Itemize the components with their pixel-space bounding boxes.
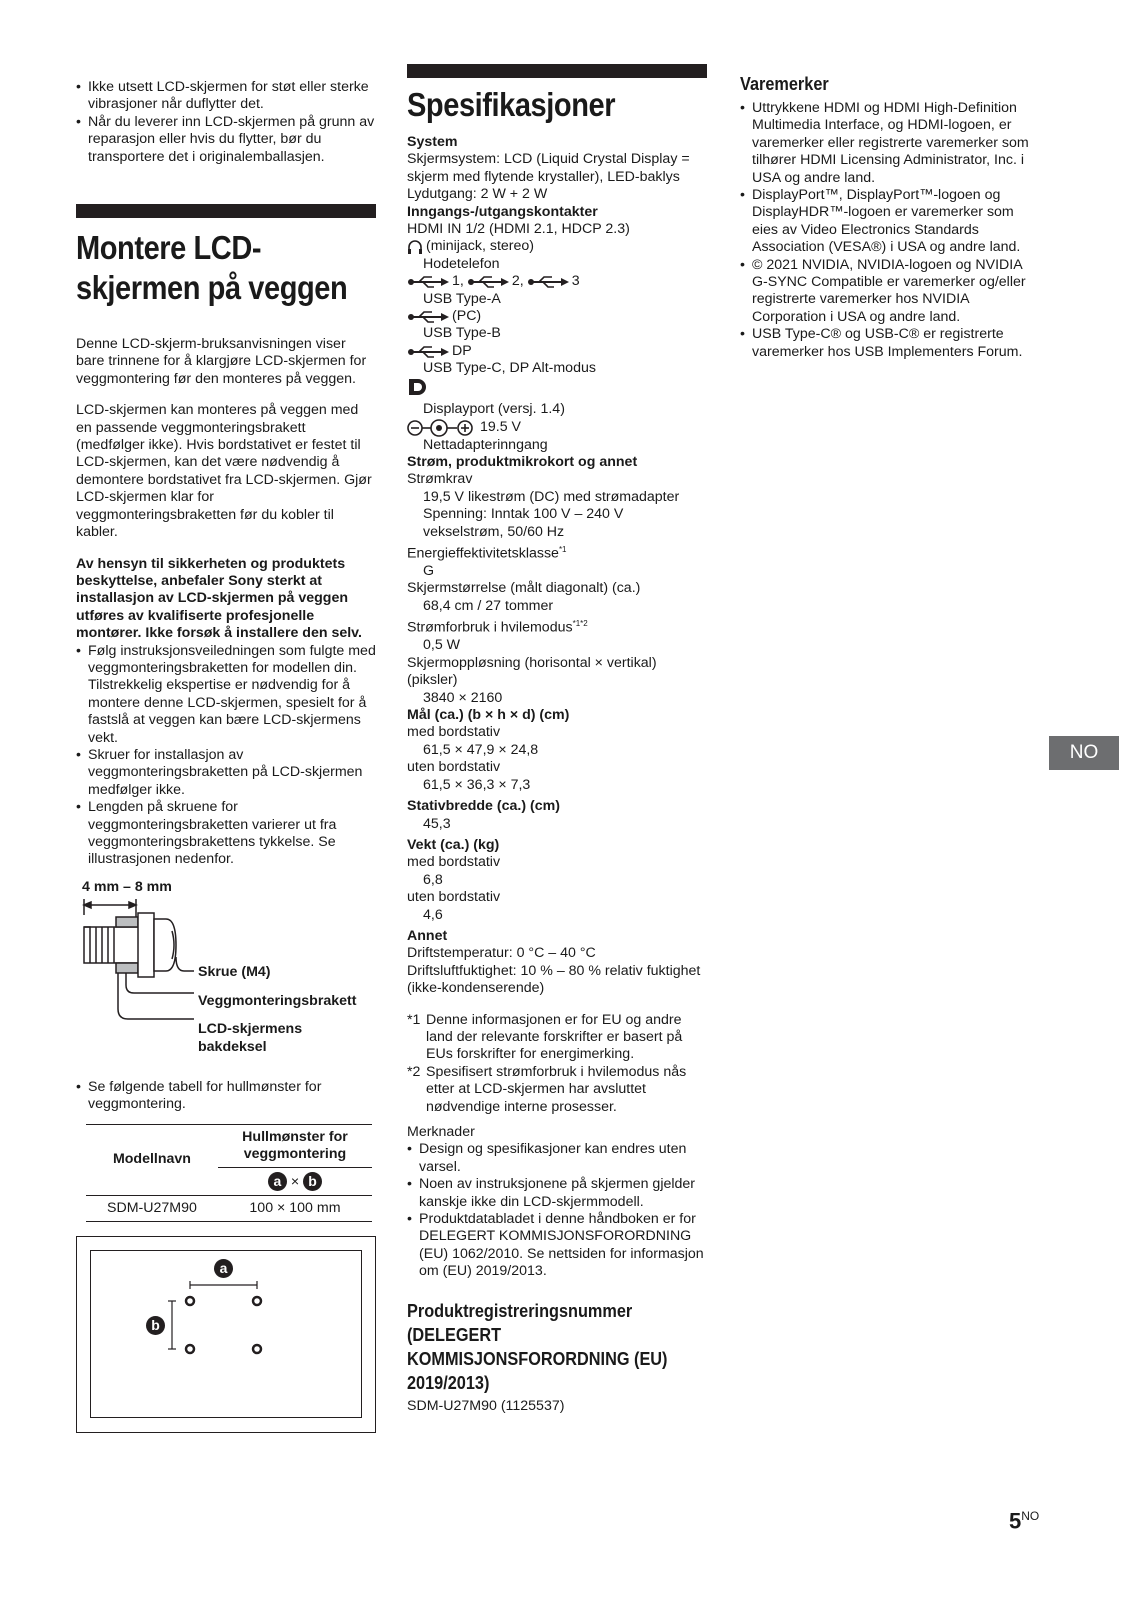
spec-line	[407, 343, 707, 360]
pattern-line1: Hullmønster for	[242, 1128, 348, 1145]
spec-value: 61,5 × 36,3 × 7,3	[423, 776, 531, 793]
list-item: • USB Type-C® og USB-C® er registrerte varemerker hos USB Implementers Forum.	[740, 326, 1040, 361]
footnote-text: Spesifisert strømforbruk i hvilemodus nås etter at LCD-skjermen har avsluttet nødvendige interne prosesser.	[426, 1063, 687, 1115]
list-item: • Lengden på skruene for veggmonteringsbraketten varierer ut fra veggmonteringsbrakettens tykkelse. Se illustrasjonen nedenfor.	[76, 799, 376, 869]
spec-value: 6,8	[423, 871, 443, 888]
list-item: • Ikke utsett LCD-skjermen for støt eller sterke vibrasjoner når duflytter det.	[76, 79, 376, 114]
page-number	[1009, 1508, 1040, 1534]
standby-label: Strømforbruk i hvilemodus	[407, 620, 573, 637]
page-number-value: 5	[1009, 1508, 1022, 1534]
list-item: • Når du leverer inn LCD-skjermen på grunn av reparasjon eller hvis du flytter, bør du transportere det i originalemballasjen.	[76, 114, 376, 166]
paragraph: Denne LCD-skjerm-bruksanvisningen viser bare trinnene for å klargjøre LCD-skjermen for veggmontering før den monteres på veggen.	[76, 336, 367, 387]
spec-line	[407, 308, 707, 325]
footnote	[407, 1064, 707, 1116]
pattern-line2: veggmontering	[243, 1145, 347, 1162]
registration-heading: (DELEGERT	[407, 1323, 502, 1345]
list-item: • Følg instruksjonsveiledningen som fulgte med veggmonteringsbraketten for modellen din. Tilstrekkelig ekspertise er nødvendig for å montere denne LCD-skjermen, spesielt for å fastslå at veggen kan bære LCD-skjermens vekt.	[76, 643, 376, 747]
list-item: • Skruer for installasjon av veggmonteringsbraketten på LCD-skjermen medfølger ikke.	[76, 747, 376, 799]
label-cover-2: bakdeksel	[198, 1038, 267, 1055]
warning-text: Av hensyn til sikkerheten og produktets beskyttelse, anbefaler Sony sterkt at installasjon av LCD-skjermen på veggen utføres av kvalifiserte profesjonelle montører. Ikke forsøk å installere den selv.	[76, 555, 362, 642]
spec-value: G	[423, 563, 435, 580]
spec-value: vekselstrøm, 50/60 Hz	[423, 523, 565, 540]
times-sign: ×	[290, 1173, 300, 1190]
spec-value: 45,3	[423, 815, 451, 832]
spec-heading: Strøm, produktmikrokort og annet	[407, 453, 638, 470]
footnote-ref: *1	[558, 544, 567, 554]
spec-text: uten bordstativ	[407, 889, 501, 906]
footnote	[407, 1012, 707, 1064]
spec-text: Displayport (versj. 1.4)	[423, 401, 565, 418]
section-heading: Spesifikasjoner	[407, 86, 616, 123]
spec-text: Strømkrav	[407, 471, 473, 488]
usb-icon	[407, 275, 449, 289]
spec-text: Driftsluftfuktighet: 10 % – 80 % relativ fuktighet (ikke-kondenserende)	[407, 962, 701, 997]
list-item: • Uttrykkene HDMI og HDMI High-Definition Multimedia Interface, og HDMI-logoen, er varemerker eller registrerte varemerker som tilhører HDMI Licensing Administrator, Inc. i USA og andre land.	[740, 100, 1040, 187]
bullets-mid	[76, 643, 376, 869]
a-badge: a	[214, 1259, 233, 1278]
footnote-marker: *1	[407, 1011, 421, 1028]
spec-text: (minijack, stereo)	[426, 238, 535, 255]
spec-heading: Mål (ca.) (b × h × d) (cm)	[407, 707, 570, 724]
bullets-table	[76, 1079, 376, 1114]
spec-heading: Vekt (ca.) (kg)	[407, 836, 500, 853]
spec-value: 68,4 cm / 27 tommer	[423, 597, 554, 614]
table-cell-model: SDM-U27M90	[107, 1200, 197, 1217]
spec-text: Hodetelefon	[423, 255, 500, 272]
list-item: • © 2021 NVIDIA, NVIDIA-logoen og NVIDIA G-SYNC Compatible er varemerker og/eller registrerte varemerker hos NVIDIA Corporation i USA og andre land.	[740, 257, 1040, 327]
spec-text: Driftstemperatur: 0 °C – 40 °C	[407, 945, 596, 962]
section-heading-line2: skjermen på veggen	[76, 269, 348, 307]
trademarks-heading: Varemerker	[740, 73, 829, 94]
displayport-icon	[407, 378, 429, 396]
spec-text: 3	[571, 273, 580, 290]
label-bracket: Veggmonteringsbrakett	[198, 992, 357, 1009]
notes-heading: Merknader	[407, 1124, 475, 1140]
spec-value: 19,5 V likestrøm (DC) med strømadapter	[423, 488, 680, 505]
trademarks-list	[740, 100, 1040, 361]
spec-text: Skjermoppløsning (horisontal × vertikal) (piksler)	[407, 654, 657, 689]
hole-diagram	[76, 1236, 376, 1433]
spec-text: 1,	[452, 273, 464, 290]
spec-text: USB Type-A	[423, 290, 501, 307]
headphone-icon	[407, 239, 423, 255]
paragraph: LCD-skjermen kan monteres på veggen med en passende veggmonteringsbrakett (medfølger ikke). Hvis bordstativet er festet til LCD-skjermen, kan det være nødvendig å demontere bordstativet fra LCD-skjermen. Gjør LCD-skjermen klar for veggmonteringsbraketten før du kobler til kabler.	[76, 402, 372, 541]
spec-text: USB Type-B	[423, 325, 501, 342]
spec-text: 2,	[511, 273, 524, 290]
dc-polarity-icon	[407, 419, 477, 437]
spec-text	[407, 541, 707, 563]
bullets-top	[76, 79, 376, 166]
spec-value: 61,5 × 47,9 × 24,8	[423, 741, 539, 758]
list-item: • Noen av instruksjonene på skjermen gjelder kanskje ikke din LCD-skjermmodell.	[407, 1176, 707, 1211]
middle-column	[407, 0, 707, 1415]
usb-icon	[407, 345, 449, 359]
spec-value: 0,5 W	[423, 637, 461, 654]
ab-cell	[218, 1167, 372, 1195]
spec-line	[407, 378, 707, 401]
spec-heading: Annet	[407, 927, 448, 944]
spec-heading: Inngangs-/utgangskontakter	[407, 203, 598, 220]
b-badge: b	[303, 1172, 322, 1191]
energy-label: Energieffektivitetsklasse	[407, 545, 559, 562]
registration-heading: KOMMISJONSFORORDNING (EU)	[407, 1347, 668, 1369]
table-header-pattern	[218, 1124, 372, 1167]
dimension-label: 4 mm – 8 mm	[82, 878, 172, 895]
b-badge: b	[146, 1316, 165, 1335]
spec-value: 4,6	[423, 906, 443, 923]
spec-value: 3840 × 2160	[423, 689, 503, 706]
screw-diagram	[76, 875, 376, 1065]
spec-text: Skjermstørrelse (målt diagonalt) (ca.)	[407, 580, 641, 597]
table-header-model: Modellnavn	[86, 1124, 218, 1195]
spec-text: DP	[452, 342, 472, 359]
footnote-marker: *2	[407, 1063, 421, 1080]
label-cover-1: LCD-skjermens	[198, 1020, 303, 1037]
spec-text: HDMI IN 1/2 (HDMI 2.1, HDCP 2.3)	[407, 221, 630, 238]
page-suffix: NO	[1021, 1509, 1040, 1523]
notes-list	[407, 1141, 707, 1280]
section-heading-line1: Montere LCD-	[76, 229, 262, 267]
spec-text: Skjermsystem: LCD (Liquid Crystal Display = skjerm med flytende krystaller), LED-baklys	[407, 151, 690, 185]
label-screw: Skrue (M4)	[198, 963, 271, 980]
spec-heading: Stativbredde (ca.) (cm)	[407, 798, 560, 815]
right-column	[740, 0, 1040, 361]
spec-heading: System	[407, 134, 458, 150]
usb-icon	[467, 275, 509, 289]
table-cell-value: 100 × 100 mm	[249, 1200, 341, 1217]
footnote-ref: *1*2	[572, 619, 588, 629]
spec-text: med bordstativ	[407, 724, 501, 741]
spec-text: USB Type-C, DP Alt-modus	[423, 360, 596, 377]
list-item: • Se følgende tabell for hullmønster for veggmontering.	[76, 1079, 376, 1114]
registration-number: SDM-U27M90 (1125537)	[407, 1397, 565, 1414]
spec-text	[407, 615, 707, 637]
spec-text: (PC)	[452, 308, 482, 325]
section-bar	[76, 204, 376, 218]
spec-value: Spenning: Inntak 100 V – 240 V	[423, 506, 624, 523]
left-column	[76, 0, 376, 1433]
spec-text: 19.5 V	[480, 418, 522, 435]
language-tab: NO	[1049, 736, 1119, 770]
section-bar	[407, 64, 707, 78]
spec-text: med bordstativ	[407, 854, 501, 871]
hole-pattern-table	[86, 1124, 372, 1223]
spec-line	[407, 238, 707, 255]
list-item: • DisplayPort™, DisplayPort™-logoen og DisplayHDR™-logoen er varemerker som eies av Video Electronics Standards Association (VESA®) i USA og andre land.	[740, 187, 1040, 257]
list-item: • Produktdatabladet i denne håndboken er for DELEGERT KOMMISJONSFORORDNING (EU) 1062/2010. Se nettsiden for informasjon om (EU) 2019/2013.	[407, 1211, 707, 1281]
registration-heading: 2019/2013)	[407, 1371, 490, 1393]
spec-text: Nettadapterinngang	[423, 436, 548, 453]
usb-icon	[407, 310, 449, 324]
list-item: • Design og spesifikasjoner kan endres uten varsel.	[407, 1141, 707, 1176]
spec-text: Lydutgang: 2 W + 2 W	[407, 186, 548, 203]
spec-text: uten bordstativ	[407, 759, 501, 776]
footnote-text: Denne informasjonen er for EU og andre land der relevante forskrifter er basert på EUs forskrifter for energimerking.	[426, 1011, 683, 1063]
registration-heading: Produktregistreringsnummer	[407, 1299, 633, 1321]
usb-icon	[527, 275, 569, 289]
spec-line	[407, 273, 707, 290]
a-badge: a	[268, 1172, 287, 1191]
spec-line	[407, 419, 707, 437]
